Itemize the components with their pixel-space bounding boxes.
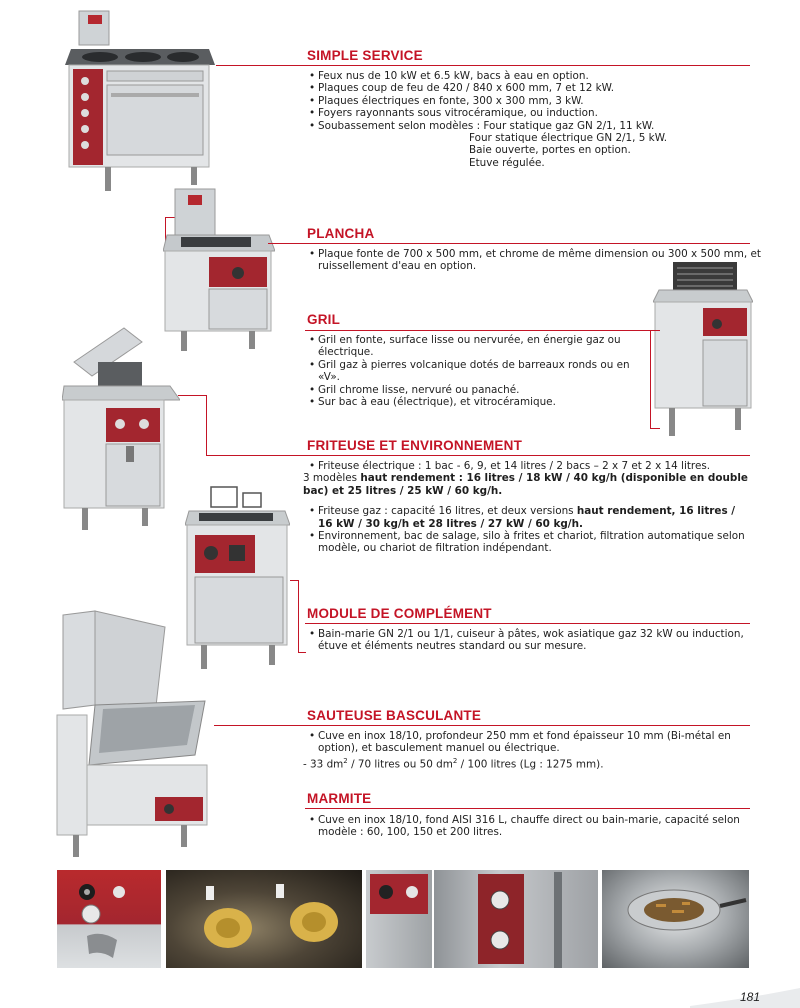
section-body-simple-service: • Feux nus de 10 kW et 6.5 kW, bacs à eau en option. • Plaques coup de feu de 420 / 840 x 600 mm, 7 et 12 kW. • Plaques électriques en fonte, 300 x 300 mm, 3 kW. • Foyers rayonnants sous vitrocéramique, ou induction. • Soubassement selon modèles : Four statique gaz GN 2/1, 11 kW. Four statique électrique GN 2/1, 5 kW. Baie ouverte, portes en option. Etuve régulée. — [303, 70, 748, 169]
photo-dials — [434, 870, 598, 968]
section-title-simple-service: SIMPLE SERVICE — [307, 48, 423, 63]
photo-wok — [602, 870, 749, 968]
photo-control-panel — [57, 870, 161, 968]
corner-decoration — [290, 0, 410, 4]
section-body-friteuse: • Friteuse électrique : 1 bac - 6, 9, et 14 litres / 2 bacs – 2 x 7 et 2 x 14 litres. 3 modèles haut rendement : 16 litres / 18 kW / 40 kg/h (disponible en double bac) et 25 litres / 25 kW / 60 kg/h. • Friteuse gaz : capacité 16 litres, et deux versions haut rendement, 16 litres / 16 kW / 30 kg/h et 28 litres / 27 kW / 60 kg/h. • Environnement, bac de salage, silo à frites et chariot, filtration automatique selon modèle, ou chariot de filtration indépendant. — [303, 460, 753, 555]
section-body-sauteuse: • Cuve en inox 18/10, profondeur 250 mm et fond épaisseur 10 mm (Bi-métal en option), et basculement manuel ou électrique. - 33 $dm^2 / 70$ litres ou 50 $dm^2 / 100$ litres (Lg : 1275 mm). — [303, 730, 753, 771]
page-number: 181 — [740, 990, 761, 1004]
section-title-module: MODULE DE COMPLÉMENT — [307, 606, 492, 621]
section-title-friteuse: FRITEUSE ET ENVIRONNEMENT — [307, 438, 523, 453]
gril-image — [653, 262, 753, 438]
section-title-gril: GRIL — [307, 312, 341, 327]
section-body-module: • Bain-marie GN 2/1 ou 1/1, cuiseur à pâtes, wok asiatique gaz 32 kW ou induction, étuve et éléments neutres standard ou sur mesure. — [303, 628, 753, 653]
photo-gas-knobs — [166, 870, 362, 968]
section-title-plancha: PLANCHA — [307, 226, 375, 241]
sauteuse-basculante-image — [55, 605, 215, 860]
section-body-plancha: • Plaque fonte de 700 x 500 mm, et chrome de même dimension ou 300 x 500 mm, et ruissellement d'eau en option. — [303, 248, 763, 273]
range-oven-image — [65, 5, 215, 195]
section-body-marmite: • Cuve en inox 18/10, fond AISI 316 L, chauffe direct ou bain-marie, capacité selon modèle : 60, 100, 150 et 200 litres. — [303, 814, 753, 839]
section-body-gril: • Gril en fonte, surface lisse ou nervurée, en énergie gaz ou électrique. • Gril gaz à pierres volcanique dotés de barreaux ronds ou en «V». • Gril chrome lisse, nervuré ou panaché. • Sur bac à eau (électrique), et vitrocéramique. — [303, 334, 643, 408]
section-title-sauteuse: SAUTEUSE BASCULANTE — [307, 708, 482, 723]
section-title-marmite: MARMITE — [307, 791, 372, 806]
photo-red-panel — [366, 870, 432, 968]
friteuse-electrique-image — [62, 322, 180, 534]
